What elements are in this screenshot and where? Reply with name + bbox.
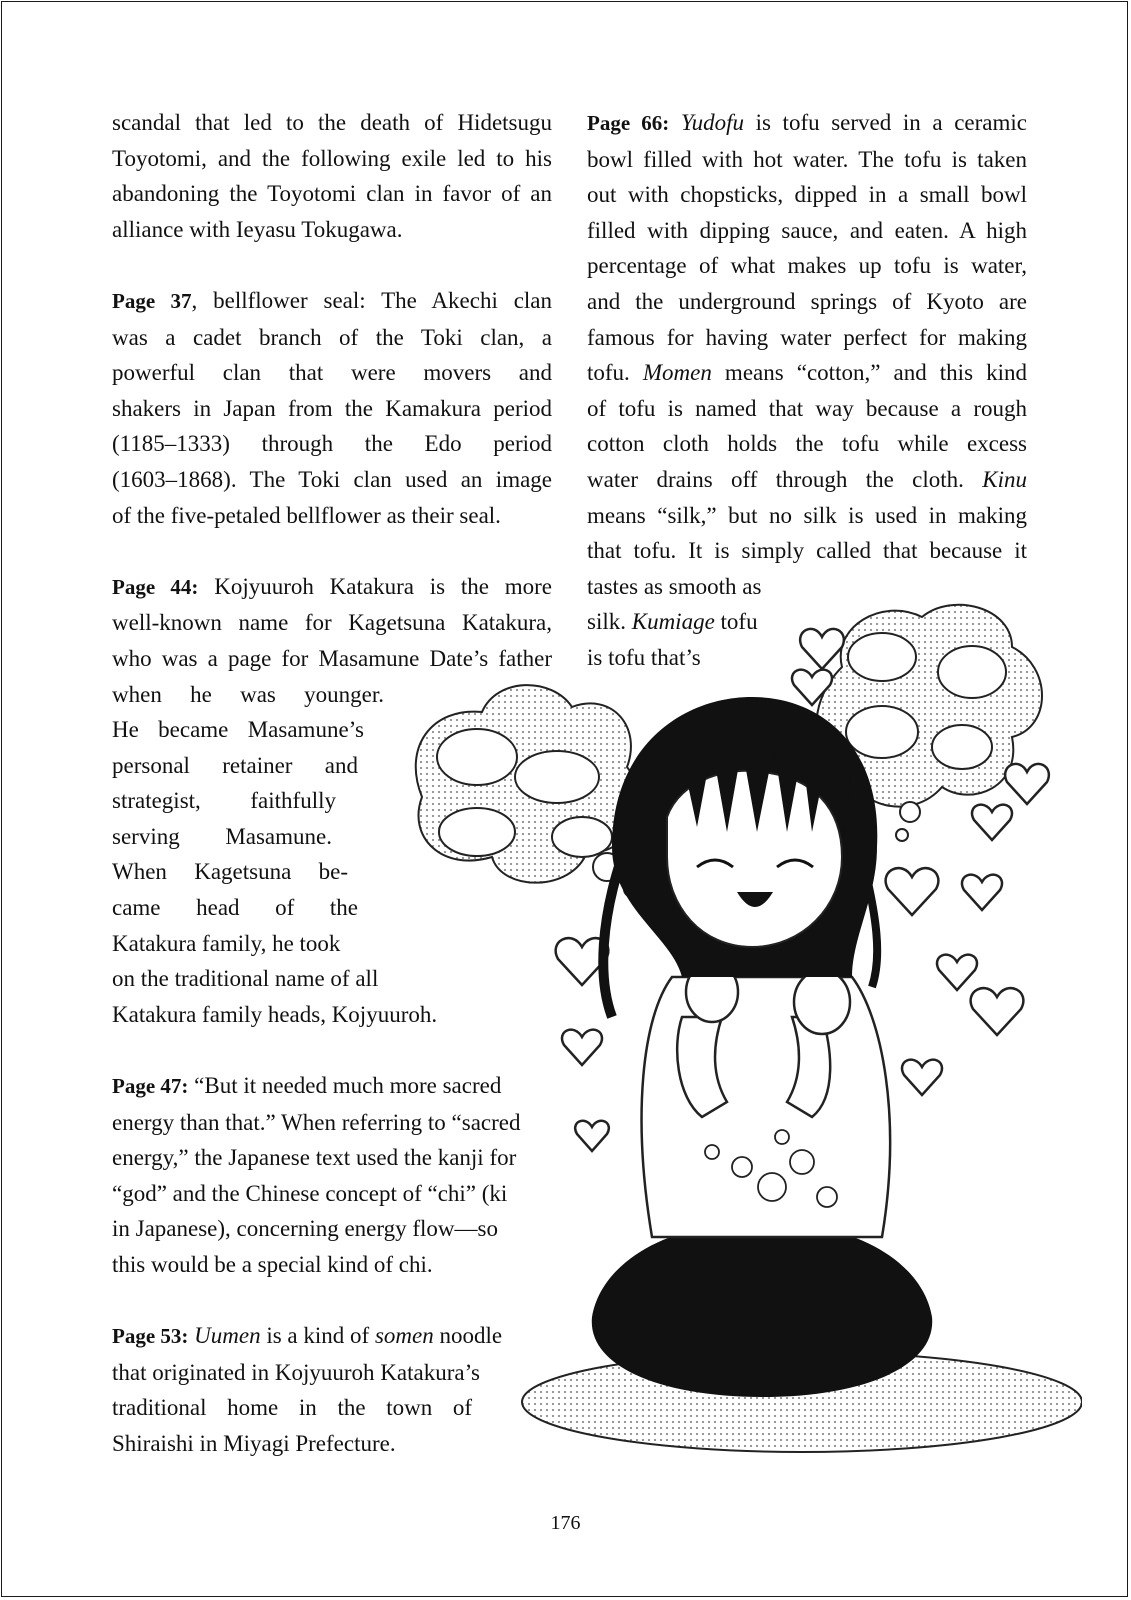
manga-illustration [382, 597, 1082, 1477]
note-44-line: personal retainer and [112, 752, 358, 778]
book-page [1, 1, 1128, 1597]
note-66-line: silk. Kumiage tofu [587, 609, 758, 635]
note-66-line: Page 66: Yudofu is tofu served in a ceramic [587, 110, 1027, 135]
note-44-line: Katakura family heads, Kojyuuroh. [112, 1001, 438, 1027]
note-37-label: Page 37 [112, 288, 192, 313]
note-44-line: who was a page for Masamune Date’s father [112, 645, 552, 671]
right-column [587, 105, 1027, 676]
intro-line: scandal that led to the death of Hidetsugu [112, 110, 552, 135]
note-37-line: of the five-petaled bellflower as their seal. [112, 502, 501, 528]
note-66-line: water drains off through the cloth. Kinu [587, 466, 1027, 492]
note-66-line: is tofu that’s [587, 644, 701, 670]
note-66-line: and the underground springs of Kyoto are [587, 288, 1027, 314]
note-44-line: When Kagetsuna be- [112, 859, 348, 885]
note-66-line: cotton cloth holds the tofu while excess [587, 431, 1027, 457]
note-66-line: tastes as smooth as [587, 573, 762, 599]
note-66-line: out with chopsticks, dipped in a small bowl [587, 182, 1027, 208]
note-44-line: Page 44: Kojyuuroh Katakura is the more [112, 573, 552, 599]
note-44-line: well-known name for Kagetsuna Katakura, [112, 610, 552, 636]
note-44-line: He became Masamune’s [112, 717, 364, 743]
note-37-line: (1603–1868). The Toki clan used an image [112, 466, 552, 492]
intro-line: Toyotomi, and the following exile led to his [112, 145, 552, 171]
note-66-line: of tofu is named that way because a rough [587, 395, 1027, 421]
note-44-label: Page 44: [112, 574, 199, 599]
note-53-line: Shiraishi in Miyagi Prefecture. [112, 1430, 396, 1456]
intro-line: abandoning the Toyotomi clan in favor of an [112, 181, 552, 207]
note-53-line: traditional home in the town of [112, 1395, 472, 1421]
note-66-line: means “silk,” but no silk is used in making [587, 502, 1027, 528]
note-37-line: shakers in Japan from the Kamakura period [112, 395, 552, 421]
note-47-line: “god” and the Chinese concept of “chi” (ki [112, 1180, 508, 1206]
thought-bubble-left [416, 685, 640, 897]
note-53-line: that originated in Kojyuuroh Katakura’s [112, 1359, 480, 1385]
intro-line: alliance with Ieyasu Tokugawa. [112, 216, 403, 242]
note-53-line: Page 53: Uumen is a kind of somen noodle [112, 1323, 503, 1349]
note-47-line: energy,” the Japanese text used the kanji for [112, 1145, 517, 1171]
note-37-line: Page 37, bellflower seal: The Akechi clan [112, 287, 552, 313]
note-47-line: this would be a special kind of chi. [112, 1252, 433, 1277]
note-44-line: came head of the [112, 895, 358, 921]
note-44-line: serving Masamune. [112, 823, 332, 849]
note-66-line: bowl filled with hot water. The tofu is taken [587, 146, 1027, 172]
note-47-line: energy than that.” When referring to “sacred [112, 1109, 521, 1135]
note-37-line: powerful clan that were movers and [112, 360, 552, 386]
note-47-line: in Japanese), concerning energy flow—so [112, 1216, 498, 1242]
page-number: 176 [550, 1512, 581, 1534]
note-66-label: Page 66: [587, 111, 670, 135]
note-66-line: filled with dipping sauce, and eaten. A high [587, 217, 1027, 243]
note-53-label: Page 53: [112, 1324, 189, 1349]
note-37-line: was a cadet branch of the Toki clan, a [112, 324, 552, 350]
note-44-line: when he was younger. [112, 681, 384, 707]
note-44-line: on the traditional name of all [112, 966, 379, 992]
note-44-line: strategist, faithfully [112, 788, 336, 814]
note-47-line: Page 47: “But it needed much more sacred [112, 1073, 502, 1099]
note-66-line: percentage of what makes up tofu is water, [587, 253, 1027, 279]
note-66-line: tofu. Momen means “cotton,” and this kind [587, 360, 1027, 386]
note-37-line: (1185–1333) through the Edo period [112, 431, 552, 457]
note-47-label: Page 47: [112, 1074, 189, 1099]
note-66-line: that tofu. It is simply called that because it [587, 538, 1027, 564]
note-44-line: Katakura family, he took [112, 930, 341, 956]
note-66-line: famous for having water perfect for making [587, 324, 1027, 350]
